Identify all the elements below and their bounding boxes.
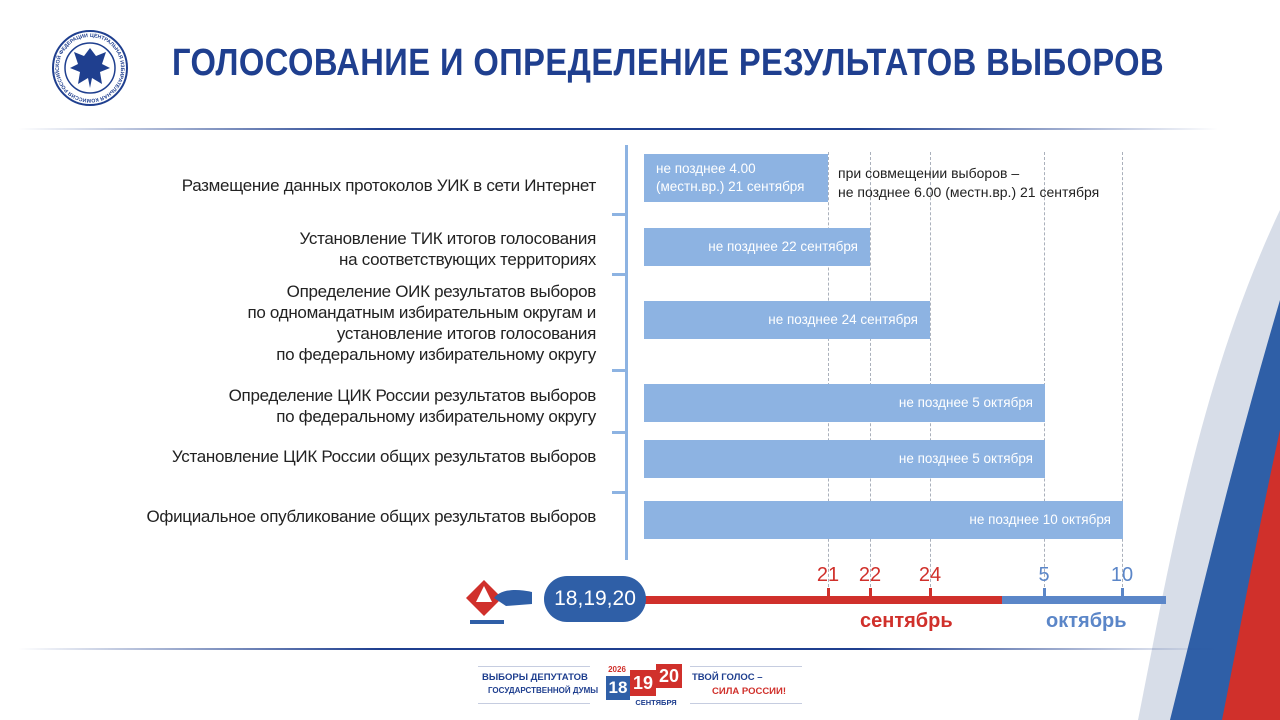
bar-text-5: не позднее 5 октября xyxy=(898,451,1033,466)
timeline-label-24: 24 xyxy=(918,564,942,586)
deadline-bar-6 xyxy=(644,501,1123,539)
flag-wave-decoration xyxy=(1130,0,1280,720)
ballot-box-icon xyxy=(466,576,536,626)
row-label-3: Определение ОИК результатов выборов по одномандатным избирательным округам и установление итогов голосования по федеральному избирательному округу xyxy=(247,282,596,364)
row-label-1: Размещение данных протоколов УИК в сети Интернет xyxy=(181,176,596,195)
deadline-bar-5 xyxy=(644,440,1045,478)
row-label-5: Установление ЦИК России общих результатов выборов xyxy=(171,447,596,466)
election-dates-logo: 2026 18 19 20 СЕНТЯБРЯ xyxy=(606,664,682,708)
footer-right-line1: ТВОЙ ГОЛОС – xyxy=(692,672,763,683)
row-label-2: Установление ТИК итогов голосования на соответствующих территориях xyxy=(299,229,596,269)
axis-tick xyxy=(612,273,628,276)
rows-axis xyxy=(625,145,628,560)
timeline-september xyxy=(630,596,1002,604)
timeline-tick-10 xyxy=(1121,588,1124,604)
bar-text-4: не позднее 5 октября xyxy=(898,395,1033,410)
page-title: ГОЛОСОВАНИЕ И ОПРЕДЕЛЕНИЕ РЕЗУЛЬТАТОВ ВЫБОРОВ xyxy=(172,42,1165,84)
timeline-label-10: 10 xyxy=(1110,564,1134,586)
deadline-bar-1 xyxy=(644,154,828,202)
timeline-tick-24 xyxy=(929,588,932,604)
logo-ring-text: ЦЕНТРАЛЬНАЯ ИЗБИРАТЕЛЬНАЯ КОМИССИЯ РОССИЙСКОЙ ФЕДЕРАЦИИ xyxy=(54,32,125,104)
combined-elections-note: при совмещении выборов – не позднее 6.00 (местн.вр.) 21 сентября xyxy=(838,165,1100,200)
month-september: сентябрь xyxy=(860,610,953,632)
deadline-bar-2 xyxy=(644,228,870,266)
row-label-6: Официальное опубликование общих результатов выборов xyxy=(146,507,596,526)
footer-left-line2: ГОСУДАРСТВЕННОЙ ДУМЫ xyxy=(488,686,599,695)
footer-left-line1: ВЫБОРЫ ДЕПУТАТОВ xyxy=(482,672,588,683)
footer-right-line2: СИЛА РОССИИ! xyxy=(712,686,786,697)
bar-text-1: не позднее 4.00 (местн.вр.) 21 сентября xyxy=(656,161,805,194)
bar-text-2: не позднее 22 сентября xyxy=(708,239,858,254)
axis-tick xyxy=(612,491,628,494)
bar-text-3: не позднее 24 сентября xyxy=(768,312,918,327)
deadline-bar-4 xyxy=(644,384,1045,422)
timeline-label-21: 21 xyxy=(816,564,840,586)
timeline-october xyxy=(1002,596,1166,604)
timeline-tick-5 xyxy=(1043,588,1046,604)
cik-emblem-icon xyxy=(50,28,130,108)
bar-text-6: не позднее 10 октября xyxy=(969,512,1111,527)
axis-tick xyxy=(612,213,628,216)
bottom-divider xyxy=(18,648,1218,650)
timeline-label-5: 5 xyxy=(1038,564,1050,586)
timeline-tick-22 xyxy=(869,588,872,604)
top-divider xyxy=(18,128,1218,130)
month-october: октябрь xyxy=(1046,610,1127,632)
axis-tick xyxy=(612,369,628,372)
voting-days-badge: 18,19,20 xyxy=(544,576,646,622)
timeline-tick-21 xyxy=(827,588,830,604)
deadline-bar-3 xyxy=(644,301,930,339)
row-label-4: Определение ЦИК России результатов выборов по федеральному избирательному округу xyxy=(228,386,596,426)
axis-tick xyxy=(612,431,628,434)
timeline-label-22: 22 xyxy=(858,564,882,586)
